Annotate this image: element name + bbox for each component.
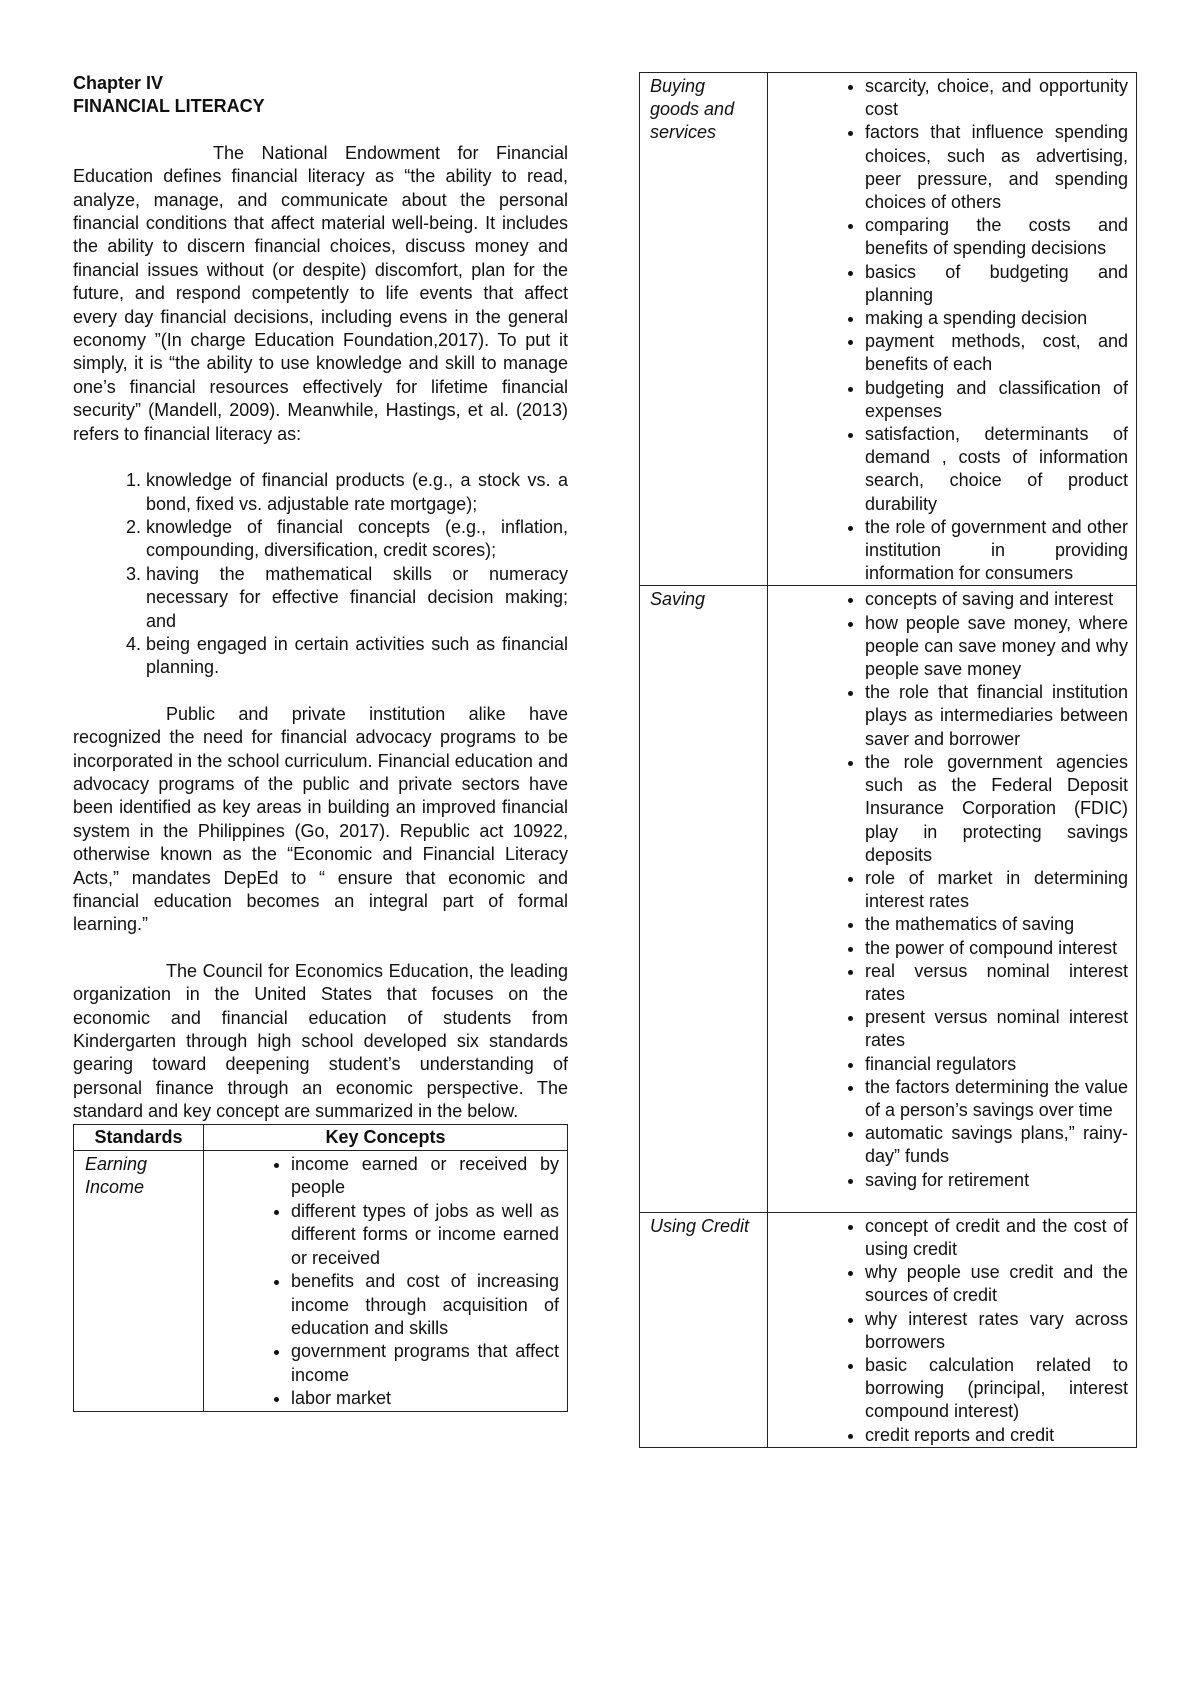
concept-item: • real versus nominal interest rates: [865, 960, 1128, 1006]
table-row: [640, 586, 1137, 1212]
concept-item: • the role of government and other institution in providing information for consumers: [865, 516, 1128, 586]
concept-item: • why interest rates vary across borrowers: [865, 1308, 1128, 1354]
paragraph-advocacy: Public and private institution alike have recognized the need for financial advocacy programs to be incorporated in the school curriculum. Financial education and advocacy programs of the public and private sectors have been identified as key areas in building an improved financial system in the Philippines (Go, 2017). Republic act 10922, otherwise known as the “Economic and Financial Literacy Acts,” mandates DepEd to “ ensure that economic and financial education becomes an integral part of formal learning.”: [73, 703, 568, 935]
numbered-list: [73, 469, 568, 680]
concepts-cell: [768, 73, 1137, 586]
concept-item: • budgeting and classification of expenses: [865, 377, 1128, 423]
concept-item: • why people use credit and the sources of credit: [865, 1261, 1128, 1307]
table-header-row: [74, 1124, 568, 1150]
concept-item: • basics of budgeting and planning: [865, 261, 1128, 307]
standard-cell: Earning Income: [74, 1151, 204, 1411]
concept-list: [779, 75, 1128, 585]
paragraph-council: The Council for Economics Education, the leading organization in the United States that focuses on the economic and financial education of students from Kindergarten through high school developed six standards gearing toward deepening student’s understanding of personal finance through an economic perspective. The standard and key concept are summarized in the below.: [73, 960, 568, 1122]
table-row: [640, 73, 1137, 586]
concepts-cell: [204, 1151, 568, 1411]
concept-item: • scarcity, choice, and opportunity cost: [865, 75, 1128, 121]
concepts-cell: [768, 1212, 1137, 1447]
chapter-label: Chapter IV: [73, 73, 164, 93]
concept-item: • factors that influence spending choices, such as advertising, peer pressure, and spending choices of others: [865, 121, 1128, 214]
concept-item: • labor market: [291, 1387, 559, 1410]
table-row: [640, 1212, 1137, 1447]
paragraph-intro: The National Endowment for Financial Education defines financial literacy as “the ability to read, analyze, manage, and communicate about the personal financial conditions that affect material well-being. It includes the ability to discern financial choices, discuss money and financial issues without (or despite) discomfort, plan for the future, and respond competently to life events that affect every day financial decisions, including evens in the general economy ”(In charge Education Foundation,2017). To put it simply, it is “the ability to use knowledge and skill to manage one’s financial resources effectively for lifetime financial security” (Mandell, 2009). Meanwhile, Hastings, et al. (2013) refers to financial literacy as:: [73, 142, 568, 444]
concept-item: • automatic savings plans,” rainy-day” funds: [865, 1122, 1128, 1168]
standard-cell: Saving: [640, 586, 768, 1212]
concept-item: • the mathematics of saving: [865, 913, 1128, 936]
list-item: 3. having the mathematical skills or numeracy necessary for effective financial decision making; and: [146, 563, 568, 633]
concept-item: • concepts of saving and interest: [865, 588, 1128, 611]
concept-item: • concept of credit and the cost of using credit: [865, 1215, 1128, 1261]
concept-item: • benefits and cost of increasing income through acquisition of education and skills: [291, 1270, 559, 1340]
header-standards: Standards: [74, 1124, 204, 1150]
concept-item: • credit reports and credit: [865, 1424, 1128, 1447]
concept-item: • payment methods, cost, and benefits of each: [865, 330, 1128, 376]
concepts-cell: [768, 586, 1137, 1212]
concept-item: • the factors determining the value of a person’s savings over time: [865, 1076, 1128, 1122]
concept-item: • making a spending decision: [865, 307, 1128, 330]
table-row: [74, 1151, 568, 1411]
concept-item: • how people save money, where people can save money and why people save money: [865, 612, 1128, 682]
list-item: 4. being engaged in certain activities such as financial planning.: [146, 633, 568, 680]
standard-cell: Using Credit: [640, 1212, 768, 1447]
left-column: [73, 72, 568, 1412]
standard-cell: Buying goods and services: [640, 73, 768, 586]
concept-item: • government programs that affect income: [291, 1340, 559, 1387]
concept-item: • present versus nominal interest rates: [865, 1006, 1128, 1052]
concept-list: [779, 588, 1128, 1191]
concept-item: • financial regulators: [865, 1053, 1128, 1076]
concept-item: • comparing the costs and benefits of spending decisions: [865, 214, 1128, 260]
concept-item: • the power of compound interest: [865, 937, 1128, 960]
chapter-title: FINANCIAL LITERACY: [73, 96, 265, 117]
standards-table-part1: [73, 1124, 568, 1412]
concept-item: • different types of jobs as well as different forms or income earned or received: [291, 1200, 559, 1270]
concept-item: • basic calculation related to borrowing (principal, interest compound interest): [865, 1354, 1128, 1424]
concept-item: • the role that financial institution plays as intermediaries between saver and borrower: [865, 681, 1128, 751]
concept-item: • income earned or received by people: [291, 1153, 559, 1200]
concept-item: • the role government agencies such as the Federal Deposit Insurance Corporation (FDIC) play in protecting savings deposits: [865, 751, 1128, 867]
concept-list: [779, 1215, 1128, 1447]
concept-list: [215, 1153, 559, 1410]
concept-item: • saving for retirement: [865, 1169, 1128, 1192]
concept-item: • role of market in determining interest rates: [865, 867, 1128, 913]
header-key-concepts: Key Concepts: [204, 1124, 568, 1150]
list-item: 1. knowledge of financial products (e.g., a stock vs. a bond, fixed vs. adjustable rate mortgage);: [146, 469, 568, 516]
list-item: 2. knowledge of financial concepts (e.g., inflation, compounding, diversification, credit scores);: [146, 516, 568, 563]
right-column: [639, 72, 1137, 1448]
concept-item: • satisfaction, determinants of demand , costs of information search, choice of product durability: [865, 423, 1128, 516]
standards-table-part2: [639, 72, 1137, 1448]
